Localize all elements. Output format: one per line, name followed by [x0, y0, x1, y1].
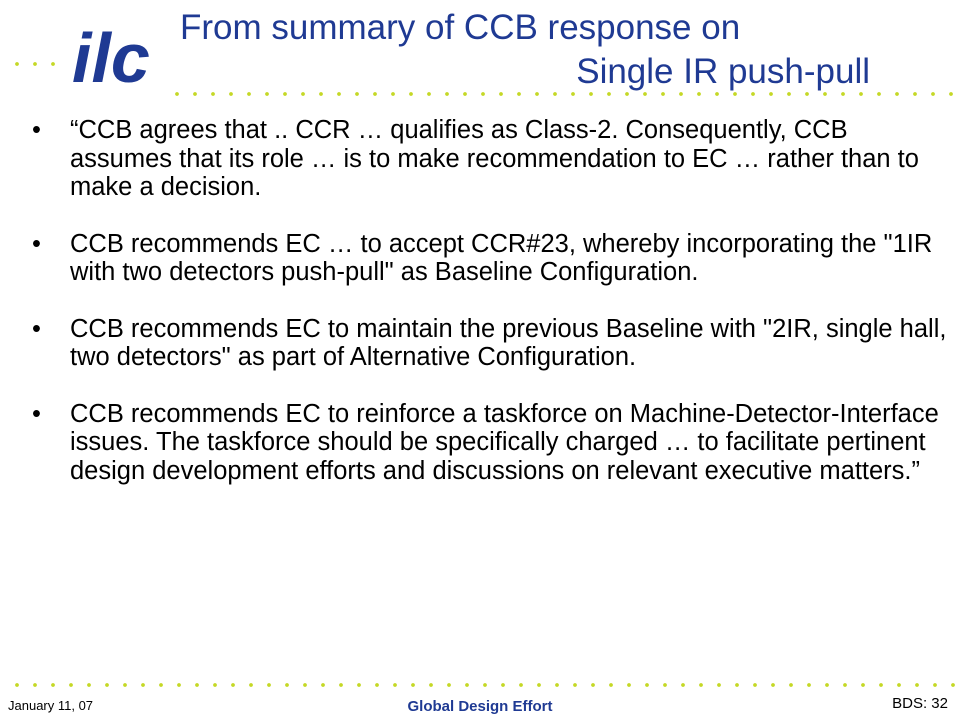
bullet-marker: •	[32, 399, 41, 428]
bullet-item	[32, 400, 947, 486]
bullet-text: “CCB agrees that .. CCR … qualifies as Class-2. Consequently, CCB assumes that its role … is to make recommendation to EC … rather than to make a decision.	[70, 116, 919, 201]
bullet-text: CCB recommends EC … to accept CCR#23, whereby incorporating the "1IR with two detectors push-pull" as Baseline Configuration.	[70, 229, 933, 286]
bullet-marker: •	[32, 229, 41, 258]
bullet-item	[32, 116, 947, 202]
footer-organization: Global Design Effort	[407, 698, 553, 715]
decorative-dots-left	[8, 62, 68, 66]
footer-date: January 11, 07	[8, 698, 94, 713]
bullet-text: CCB recommends EC to maintain the previous Baseline with "2IR, single hall, two detectors" as part of Alternative Configuration.	[70, 314, 947, 371]
slide-number: BDS: 32	[892, 695, 948, 712]
bullet-item	[32, 230, 947, 287]
bullet-marker: •	[32, 314, 41, 343]
bullet-list	[32, 116, 947, 513]
title-line-2: Single IR push-pull	[576, 52, 870, 91]
bullet-text: CCB recommends EC to reinforce a taskforce on Machine-Detector-Interface issues. The taskforce should be specifically charged … to facilitate pertinent design development efforts and discussions on relevant executive matters.”	[70, 399, 939, 485]
decorative-dots-footer	[8, 683, 958, 687]
bullet-marker: •	[32, 116, 41, 144]
ilc-logo	[70, 14, 150, 94]
logo-text: ilc	[72, 19, 150, 94]
slide-title	[180, 6, 870, 94]
bullet-item	[32, 315, 947, 372]
title-line-1: From summary of CCB response on	[180, 8, 741, 47]
